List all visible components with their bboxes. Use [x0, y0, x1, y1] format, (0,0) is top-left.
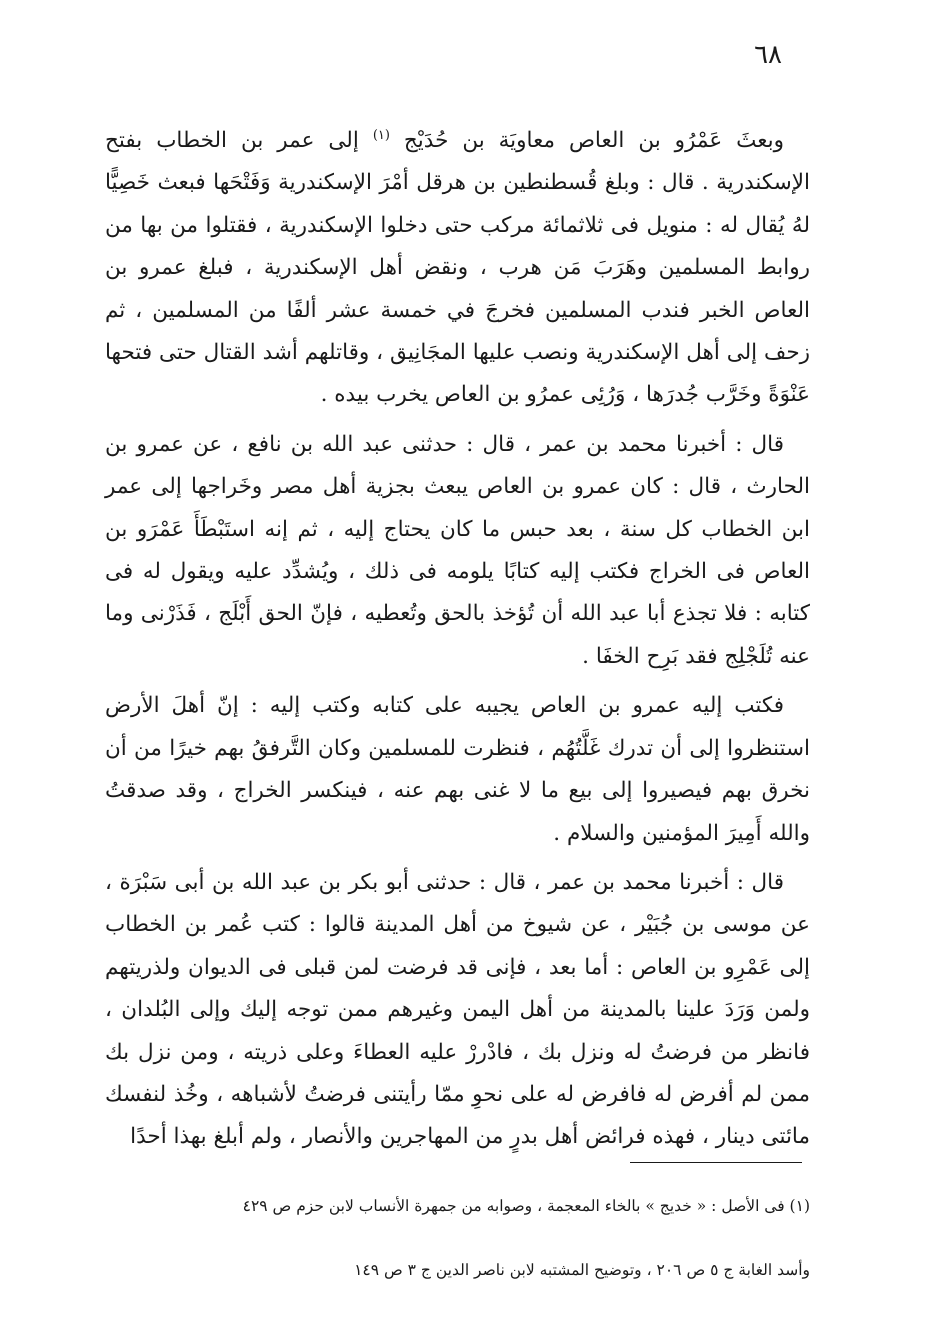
footnote-reference-1: (١): [372, 127, 390, 143]
paragraph-1-rest: إلى عمر بن الخطاب بفتح الإسكندرية . قال : وبلغ قُسطنطين بن هرقل أمْرَ الإسكندرية وَفَتْحَها فبعث خَصِيًّا لهُ يُقال له : منويل فى ثلاثمائة مركب حتى دخلوا الإسكندرية ، فقتلوا من بها من روابط المسلمين وهَرَبَ مَن هرب ، ونقض أهل الإسكندرية ، فبلغ عمرو بن العاص الخبر فندب المسلمين فخرجَ في خمسة عشر ألفًا من المسلمين ، ثم زحف إلى أهل الإسكندرية ونصب عليها المجَانِيق ، وقاتلهم أشد القتال حتى فتحها عَنْوَةً وخَرَّب جُدرَها ، وَرُئِى عمرُو بن العاص يخرب بيده .: [105, 128, 810, 408]
footnote-divider: [630, 1162, 802, 1163]
paragraph-1: [105, 120, 810, 417]
footnote-line-2: وأسد الغابة ج ٥ ص ٢٠٦ ، وتوضيح المشتبه لابن ناصر الدين ج ٣ ص ١٤٩: [354, 1261, 810, 1279]
paragraph-1-start: وبعثَ عَمْرُو بن العاص معاويَة بن حُدَيْج: [403, 128, 784, 153]
main-text: [105, 120, 810, 1166]
paragraph-3: فكتب إليه عمرو بن العاص يجيبه على كتابه وكتب إليه : إنّ أهلَ الأرض استنظروا إلى أن تدرك غَلَّتُهُم ، فنظرت للمسلمين وكان التَّرفقُ بهم خيرًا من أن نخرق بهم فيصيروا إلى بيع ما لا غنى بهم عنه ، فينكسر الخراج ، وقد صدقتُ والله أَمِيرَ المؤمنين والسلام .: [105, 693, 810, 846]
paragraph-4: قال : أخبرنا محمد بن عمر ، قال : حدثنى أبو بكر بن عبد الله بن أبى سَبْرَة ، عن موسى بن جُبَيْر ، عن شيوخ من أهل المدينة قالوا : كتب عُمر بن الخطاب إلى عَمْرِو بن العاص : أما بعد ، فإنى قد فرضت لمن قبلى فى الديوان ولذريتهم ولمن وَرَدَ علينا بالمدينة من أهل اليمن وغيرهم ممن توجه إليك وإلى البُلدان ، فانظر من فرضتُ له ونزل بك ، فادْررْ عليه العطاءَ وعلى ذريته ، ومن نزل بك ممن لم أفرض له فافرض له على نحوِ ممّا رأيتنى فرضتُ لأشباهه ، وخُذ لنفسك مائتى دينار ، فهذه فرائض أهل بدرٍ من المهاجرين والأنصار ، ولم أبلغ بهذا أحدًا: [105, 869, 810, 1150]
footnote-line-1: (١) فى الأصل : « خديج » بالخاء المعجمة ، وصوابه من جمهرة الأنساب لابن حزم ص ٤٢٩: [242, 1197, 810, 1215]
paragraph-2: قال : أخبرنا محمد بن عمر ، قال : حدثنى عبد الله بن نافع ، عن عمرو بن الحارث ، قال : كان عمرو بن العاص يبعث بجزية أهل مصر وخَراجها إلى عمر ابن الخطاب كل سنة ، بعد حبس ما كان يحتاج إليه ، ثم إنه استَبْطَأَ عَمْرَو بن العاص فى الخراج فكتب إليه كتابًا يلومه فى ذلك ، ويُشدِّد عليه ويقول له فى كتابه : فلا تجذع أبا عبد الله أن تُؤخذ بالحق وتُعطيه ، فإنّ الحق أَبْلَج ، فَذَرْنى وما عنه تُلَجْلِج فقد بَرِح الخفَا .: [105, 431, 810, 669]
footnotes: [105, 1174, 810, 1302]
page-number: ٦٨: [754, 40, 782, 70]
